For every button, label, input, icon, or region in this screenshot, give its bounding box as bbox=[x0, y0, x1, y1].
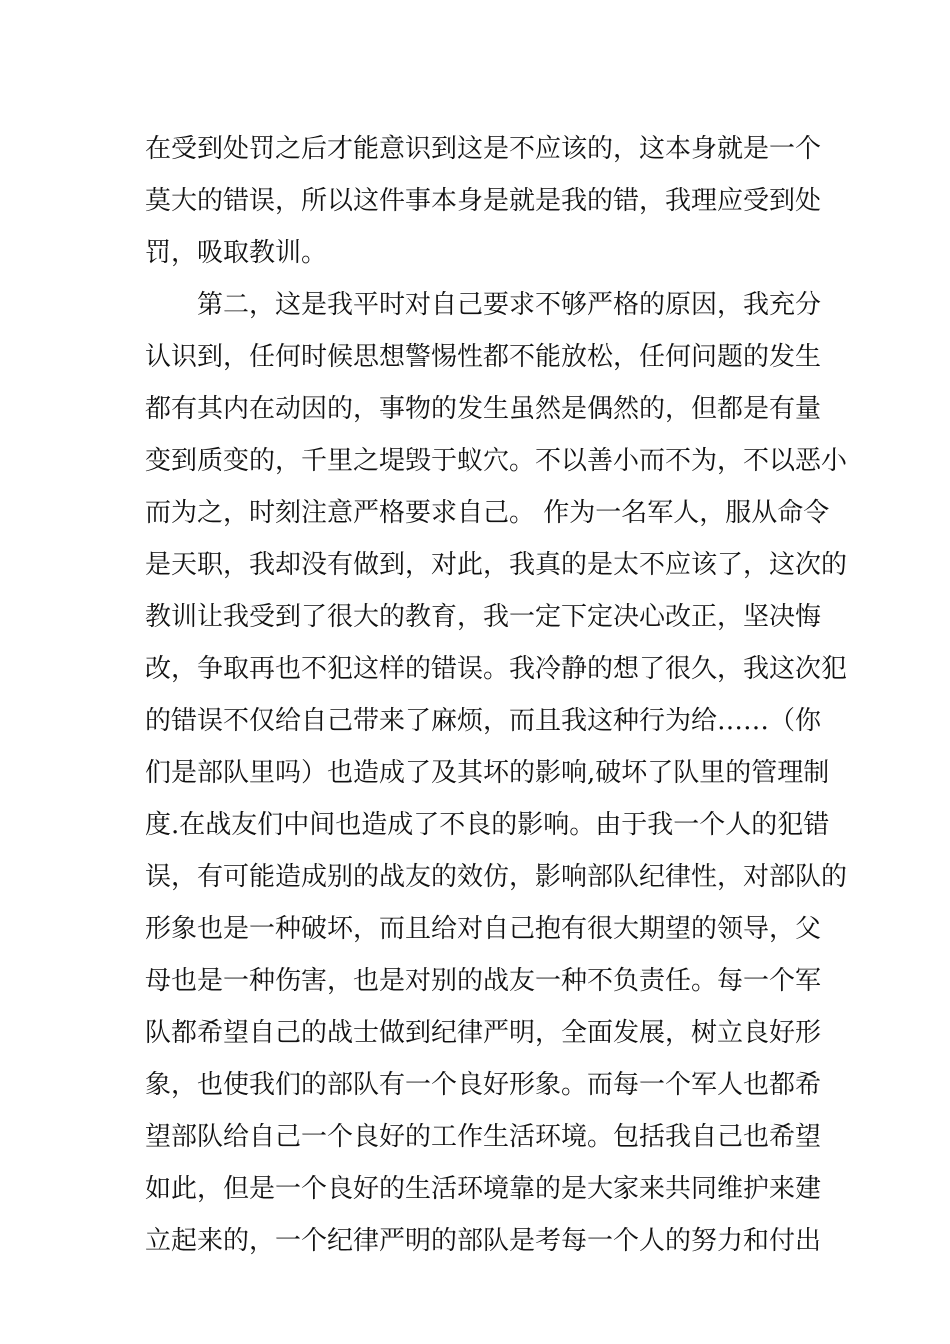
text-line: 度.在战友们中间也造成了不良的影响。由于我一个人的犯错 bbox=[145, 810, 830, 840]
text-line: 在受到处罚之后才能意识到这是不应该的，这本身就是一个 bbox=[145, 134, 822, 164]
paragraph-1 bbox=[145, 123, 822, 279]
text-line: 变到质变的，千里之堤毁于蚁穴。不以善小而不为，不以恶小 bbox=[145, 446, 848, 476]
text-line: 都有其内在动因的，事物的发生虽然是偶然的，但都是有量 bbox=[145, 394, 822, 424]
text-line: 如此，但是一个良好的生活环境靠的是大家来共同维护来建 bbox=[145, 1174, 822, 1204]
text-line: 立起来的，一个纪律严明的部队是考每一个人的努力和付出 bbox=[145, 1226, 822, 1256]
text-line: 罚，吸取教训。 bbox=[145, 238, 328, 268]
text-line: 是天职，我却没有做到，对此，我真的是太不应该了，这次的 bbox=[145, 550, 848, 580]
text-line: 莫大的错误，所以这件事本身是就是我的错，我理应受到处 bbox=[145, 186, 822, 216]
text-line: 教训让我受到了很大的教育，我一定下定决心改正，坚决悔 bbox=[145, 602, 822, 632]
text-line: 认识到，任何时候思想警惕性都不能放松，任何问题的发生 bbox=[145, 342, 822, 372]
text-line: 母也是一种伤害，也是对别的战友一种不负责任。每一个军 bbox=[145, 966, 822, 996]
text-line: 望部队给自己一个良好的工作生活环境。包括我自己也希望 bbox=[145, 1122, 822, 1152]
text-line: 改，争取再也不犯这样的错误。我冷静的想了很久，我这次犯 bbox=[145, 654, 848, 684]
text-line: 形象也是一种破坏，而且给对自己抱有很大期望的领导，父 bbox=[145, 914, 822, 944]
paragraph-2 bbox=[145, 279, 848, 1267]
text-line: 误，有可能造成别的战友的效仿，影响部队纪律性，对部队的 bbox=[145, 862, 848, 892]
text-line: 第二，这是我平时对自己要求不够严格的原因，我充分 bbox=[197, 290, 822, 320]
text-line: 象，也使我们的部队有一个良好形象。而每一个军人也都希 bbox=[145, 1070, 822, 1100]
text-line: 而为之，时刻注意严格要求自己。 作为一名军人，服从命令 bbox=[145, 498, 830, 528]
document-body bbox=[145, 123, 848, 1267]
text-line: 的错误不仅给自己带来了麻烦，而且我这种行为给……（你 bbox=[145, 706, 822, 736]
text-line: 队都希望自己的战士做到纪律严明，全面发展，树立良好形 bbox=[145, 1018, 822, 1048]
text-line: 们是部队里吗）也造成了及其坏的影响,破坏了队里的管理制 bbox=[145, 758, 830, 788]
